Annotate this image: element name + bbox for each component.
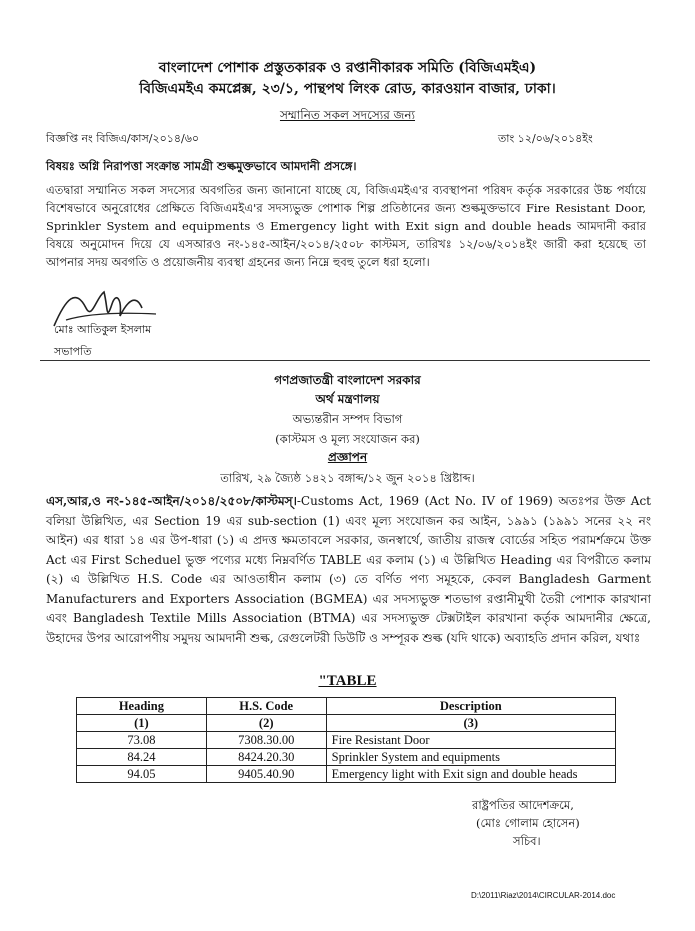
secretary-name: (মোঃ গোলাম হোসেন) bbox=[476, 816, 580, 830]
secretary-title: সচিব। bbox=[513, 834, 541, 848]
letter-date: তাং ১২/০৬/২০১৪ইং bbox=[498, 132, 593, 145]
table-row bbox=[77, 732, 616, 749]
notification-heading: প্রজ্ঞাপন bbox=[327, 450, 368, 464]
hs-code-cell: 9405.40.90 bbox=[206, 766, 326, 783]
column-header-hs-code: H.S. Code bbox=[206, 698, 326, 715]
table-row bbox=[77, 766, 616, 783]
column-header-description: Description bbox=[326, 698, 615, 715]
heading-cell: 73.08 bbox=[77, 732, 207, 749]
notification-date: তারিখ, ২৯ জ্যৈষ্ঠ ১৪২১ বঙ্গাব্দ/১২ জুন ২০১৪ খ্রিষ্টাব্দ। bbox=[220, 471, 475, 485]
description-cell: Sprinkler System and equipments bbox=[326, 749, 615, 766]
organization-address: বিজিএমইএ কমপ্লেক্স, ২৩/১, পান্থপথ লিংক রোড, কারওয়ান বাজার, ঢাকা। bbox=[139, 81, 556, 97]
division-name: অভ্যন্তরীন সম্পদ বিভাগ bbox=[292, 412, 403, 426]
ministry-name: অর্থ মন্ত্রণালয় bbox=[315, 392, 380, 406]
column-number: (1) bbox=[77, 715, 207, 732]
hs-code-cell: 7308.30.00 bbox=[206, 732, 326, 749]
department-name: (কাস্টমস ও মূল্য সংযোজন কর) bbox=[275, 432, 420, 446]
table-header-row bbox=[77, 698, 616, 715]
description-cell: Emergency light with Exit sign and double heads bbox=[326, 766, 615, 783]
table-column-number-row bbox=[77, 715, 616, 732]
signatory-name: মোঃ আতিকুল ইসলাম bbox=[54, 323, 152, 336]
table-row bbox=[77, 749, 616, 766]
order-line: রাষ্ট্রপতির আদেশক্রমে, bbox=[472, 798, 574, 812]
column-number: (3) bbox=[326, 715, 615, 732]
intro-paragraph: এতদ্বারা সম্মানিত সকল সদস্যের অবগতির জন্য জানানো যাচ্ছে যে, বিজিএমইএ'র ব্যবস্থাপনা পরিষদ কর্তৃক সরকারের উচ্চ পর্যায়ে বিশেষভাবে অনুরোধের প্রেক্ষিতে বিজিএমইএ'র সদস্যভুক্ত পোশাক শিল্প প্রতিষ্ঠানের জন্য শুল্কমুক্তভাবে Fire Resistant Door, Sprinkler System and equipments ও Emergency light with Exit sign and double heads আমদানী করার বিষয়ে অনুমোদন দিয়ে যে এসআরও নং-১৪৫-আইন/২০১৪/২৫০৮ কাস্টমস, তারিখঃ ১২/০৬/২০১৪ইং জারী করা হয়েছে তা আপনার সদয় অবগতি ও প্রয়োজনীয় ব্যবস্থা গ্রহনের জন্য নিম্নে হুবহু তুলে ধরা হলো। bbox=[46, 183, 646, 269]
government-name: গণপ্রজাতন্ত্রী বাংলাদেশ সরকার bbox=[274, 373, 421, 387]
heading-cell: 84.24 bbox=[77, 749, 207, 766]
hs-code-cell: 8424.20.30 bbox=[206, 749, 326, 766]
sro-body: -Customs Act, 1969 (Act No. IV of 1969) অতঃপর উক্ত Act বলিয়া উল্লিখিত, এর Section 19 এর sub-section (1) এবং মূল্য সংযোজন কর আইন, ১৯৯১ (১৯৯১ সনের ২২ নং আইন) এর ধারা ১৪ এর উপ-ধারা (১) এ প্রদত্ত ক্ষমতাবলে সরকার, জনস্বার্থে, জাতীয় রাজস্ব বোর্ডের সহিত পরামর্শক্রমে উক্ত Act এর First Scheduel ভুক্ত পণ্যের মধ্যে নিম্নবর্ণিত TABLE এর কলাম (১) এ উল্লিখিত Heading এর বিপরীতে কলাম (২) এ উল্লিখিত H.S. Code এর আওতাধীন কলাম (৩) তে বর্ণিত পণ্য সমূহকে, কেবল Bangladesh Garment Manufacturers and Exporters Association (BGMEA) এর সদস্যভুক্ত শতভাগ রপ্তানীমুখী তৈরী পোশাক কারখানা এবং Bangladesh Textile Mills Association (BTMA) এর সদস্যভুক্ত টেক্সটাইল কারখানা কর্তৃক আমদানীর ক্ষেত্রে, উহাদের উপর আরোপণীয় সমুদয় আমদানী শুল্ক, রেগুলেটরী ডিউটি ও সম্পূরক শুল্ক (যদি থাকে) অব্যাহতি প্রদান করিল, যথাঃ bbox=[46, 494, 651, 645]
sro-paragraph bbox=[46, 492, 651, 648]
sro-number: এস,আর,ও নং-১৪৫-আইন/২০১৪/২৫০৮/কাস্টমস্‌। bbox=[46, 494, 297, 508]
organization-name: বাংলাদেশ পোশাক প্রস্তুতকারক ও রপ্তানীকারক সমিতি (বিজিএমইএ) bbox=[158, 60, 537, 76]
description-cell: Fire Resistant Door bbox=[326, 732, 615, 749]
subject-line: বিষয়ঃ অগ্নি নিরাপত্তা সংক্রান্ত সামগ্রী শুল্কমুক্তভাবে আমদানী প্রসঙ্গে। bbox=[46, 159, 357, 173]
addressee-line: সম্মানিত সকল সদস্যের জন্য bbox=[279, 108, 416, 122]
signatory-title: সভাপতি bbox=[54, 345, 92, 358]
section-divider bbox=[40, 360, 650, 361]
heading-cell: 94.05 bbox=[77, 766, 207, 783]
exemption-table bbox=[76, 697, 616, 783]
table-title: "TABLE bbox=[318, 673, 377, 689]
column-header-heading: Heading bbox=[77, 698, 207, 715]
reference-number: বিজ্ঞপ্তি নং বিজিএ/কাস/২০১৪/৬০ bbox=[46, 132, 200, 145]
column-number: (2) bbox=[206, 715, 326, 732]
file-path-footer: D:\2011\Riaz\2014\CIRCULAR-2014.doc bbox=[471, 891, 616, 900]
